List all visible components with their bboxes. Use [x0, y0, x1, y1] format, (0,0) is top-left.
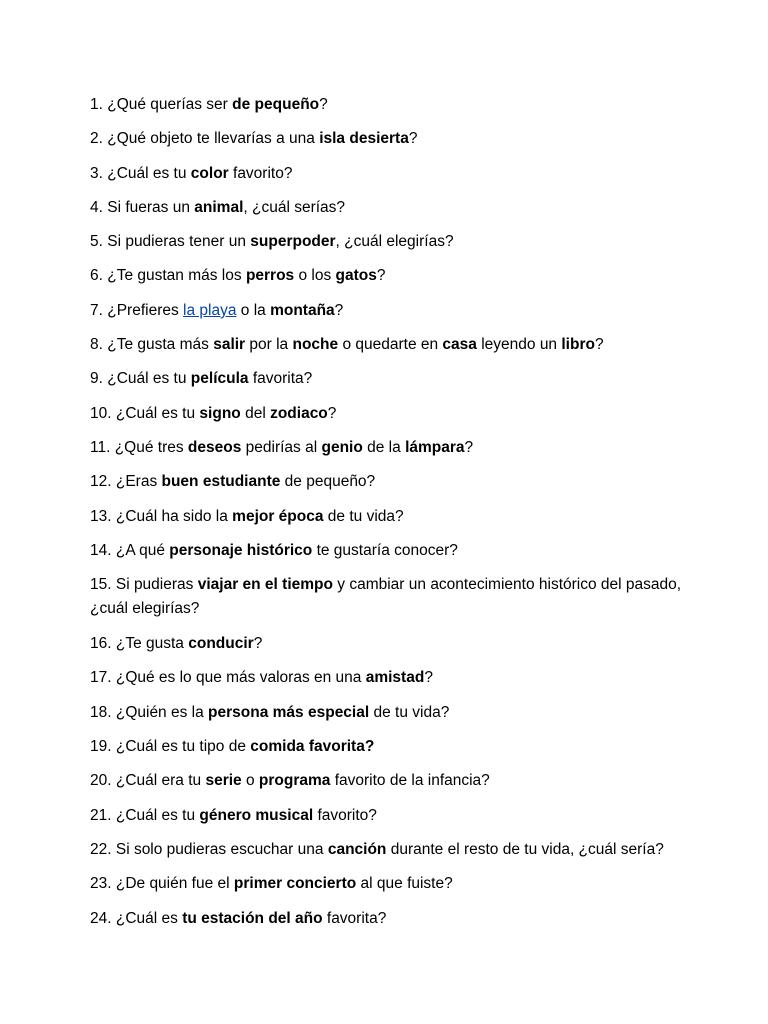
question-text: de pequeño? — [280, 473, 376, 491]
question-text: 12. ¿Eras — [90, 473, 162, 491]
question-item — [90, 436, 690, 460]
question-item — [90, 93, 690, 117]
question-text: leyendo un — [476, 336, 562, 354]
question-text: favorita? — [248, 370, 313, 388]
question-text: 22. Si solo pudieras escuchar una — [90, 840, 328, 858]
question-item — [90, 367, 690, 391]
question-keyword: canción — [327, 840, 387, 858]
question-text: ? — [464, 438, 474, 456]
question-keyword: tu estación del año — [182, 909, 323, 927]
question-item — [90, 539, 690, 563]
question-keyword: viajar en el tiempo — [197, 576, 333, 594]
question-list — [90, 93, 690, 941]
question-text: favorito? — [228, 164, 293, 182]
question-text: ? — [376, 267, 386, 285]
question-item — [90, 299, 690, 323]
question-text: 3. ¿Cuál es tu — [90, 164, 191, 182]
question-text: 5. Si pudieras tener un — [90, 233, 251, 251]
question-text: 21. ¿Cuál es tu — [90, 806, 200, 824]
question-text: 8. ¿Te gusta más — [90, 336, 214, 354]
question-text: de tu vida? — [369, 703, 450, 721]
question-text: 24. ¿Cuál es — [90, 909, 183, 927]
question-item — [90, 230, 690, 254]
question-text: o los — [294, 267, 336, 285]
question-text: o quedarte en — [338, 336, 443, 354]
question-item — [90, 264, 690, 288]
question-keyword: película — [190, 370, 249, 388]
question-keyword: montaña — [270, 301, 335, 319]
question-text: 18. ¿Quién es la — [90, 703, 209, 721]
question-text: , ¿cuál serías? — [243, 198, 346, 216]
question-keyword: salir — [213, 336, 246, 354]
question-keyword: primer concierto — [233, 875, 357, 893]
question-item — [90, 769, 690, 793]
question-keyword: de pequeño — [232, 96, 320, 113]
question-keyword: género musical — [199, 806, 314, 824]
question-text: 23. ¿De quién fue el — [90, 875, 234, 893]
question-text: 11. ¿Qué tres — [90, 438, 188, 456]
question-keyword: perros — [245, 267, 295, 285]
question-text: y cambiar un acontecimiento histórico del pasado, ¿cuál elegirías? — [90, 576, 682, 618]
question-text: 20. ¿Cuál era tu — [90, 772, 206, 790]
question-keyword: amistad — [365, 669, 425, 687]
question-text: ? — [334, 301, 344, 319]
question-text: 2. ¿Qué objeto te llevarías a una — [90, 130, 320, 148]
question-keyword: serie — [205, 772, 242, 790]
question-keyword: animal — [194, 198, 244, 216]
question-item — [90, 573, 690, 621]
question-keyword: zodiaco — [270, 404, 328, 422]
question-item — [90, 838, 690, 862]
question-keyword: deseos — [187, 438, 242, 456]
question-text: favorito de la infancia? — [330, 772, 490, 790]
question-keyword: signo — [199, 404, 241, 422]
question-keyword: mejor época — [232, 507, 324, 525]
question-text: 16. ¿Te gusta — [90, 635, 189, 653]
question-keyword: programa — [258, 772, 331, 790]
question-text: 7. ¿Prefieres — [90, 301, 184, 319]
question-text: 14. ¿A qué — [90, 541, 170, 559]
question-item — [90, 735, 690, 759]
question-item — [90, 402, 690, 426]
question-text: de la — [362, 438, 406, 456]
question-text: durante el resto de tu vida, ¿cuál sería? — [386, 840, 664, 858]
question-text: 10. ¿Cuál es tu — [90, 404, 200, 422]
question-text: del — [240, 404, 271, 422]
question-item — [90, 470, 690, 494]
question-keyword: lámpara — [405, 438, 465, 456]
question-keyword: isla desierta — [319, 130, 409, 148]
question-keyword: comida favorita? — [250, 738, 375, 756]
question-text: ? — [408, 130, 418, 148]
question-keyword: buen estudiante — [161, 473, 281, 491]
question-item — [90, 804, 690, 828]
question-keyword: casa — [442, 336, 477, 354]
question-keyword: gatos — [335, 267, 377, 285]
question-text: pedirías al — [241, 438, 322, 456]
question-text: ? — [424, 669, 433, 687]
question-keyword: genio — [321, 438, 363, 456]
question-keyword: superpoder — [250, 233, 336, 251]
question-item — [90, 666, 690, 690]
question-item — [90, 907, 690, 931]
question-text: 17. ¿Qué es lo que más valoras en una — [90, 669, 366, 687]
question-text: 1. ¿Qué querías ser — [90, 96, 233, 113]
question-text: por la — [245, 336, 293, 354]
question-item — [90, 872, 690, 896]
question-text: ? — [594, 336, 604, 354]
question-item — [90, 632, 690, 656]
question-text: 15. Si pudieras — [90, 576, 198, 594]
question-text: ? — [327, 404, 337, 422]
question-text: favorita? — [322, 909, 387, 927]
question-item — [90, 701, 690, 725]
question-text: 13. ¿Cuál ha sido la — [90, 507, 233, 525]
question-keyword: personaje histórico — [169, 541, 313, 559]
question-text: 19. ¿Cuál es tu tipo de — [90, 738, 251, 756]
question-text: 4. Si fueras un — [90, 198, 195, 216]
question-text: ? — [319, 96, 328, 113]
question-link[interactable]: la playa — [183, 301, 237, 319]
question-text: de tu vida? — [323, 507, 404, 525]
question-text: te gustaría conocer? — [312, 541, 458, 559]
question-text: 9. ¿Cuál es tu — [90, 370, 191, 388]
question-item — [90, 196, 690, 220]
question-item — [90, 333, 690, 357]
question-text: , ¿cuál elegirías? — [335, 233, 454, 251]
question-text: al que fuiste? — [356, 875, 453, 893]
question-item — [90, 505, 690, 529]
question-text: favorito? — [313, 806, 377, 824]
question-keyword: conducir — [188, 635, 254, 653]
question-text: o — [241, 772, 259, 790]
question-text: ? — [253, 635, 263, 653]
question-keyword: libro — [561, 336, 595, 354]
question-keyword: color — [190, 164, 229, 182]
question-text: 6. ¿Te gustan más los — [90, 267, 246, 285]
question-item — [90, 162, 690, 186]
question-text: o la — [236, 301, 271, 319]
question-keyword: persona más especial — [208, 703, 370, 721]
question-keyword: noche — [292, 336, 339, 354]
question-item — [90, 127, 690, 151]
